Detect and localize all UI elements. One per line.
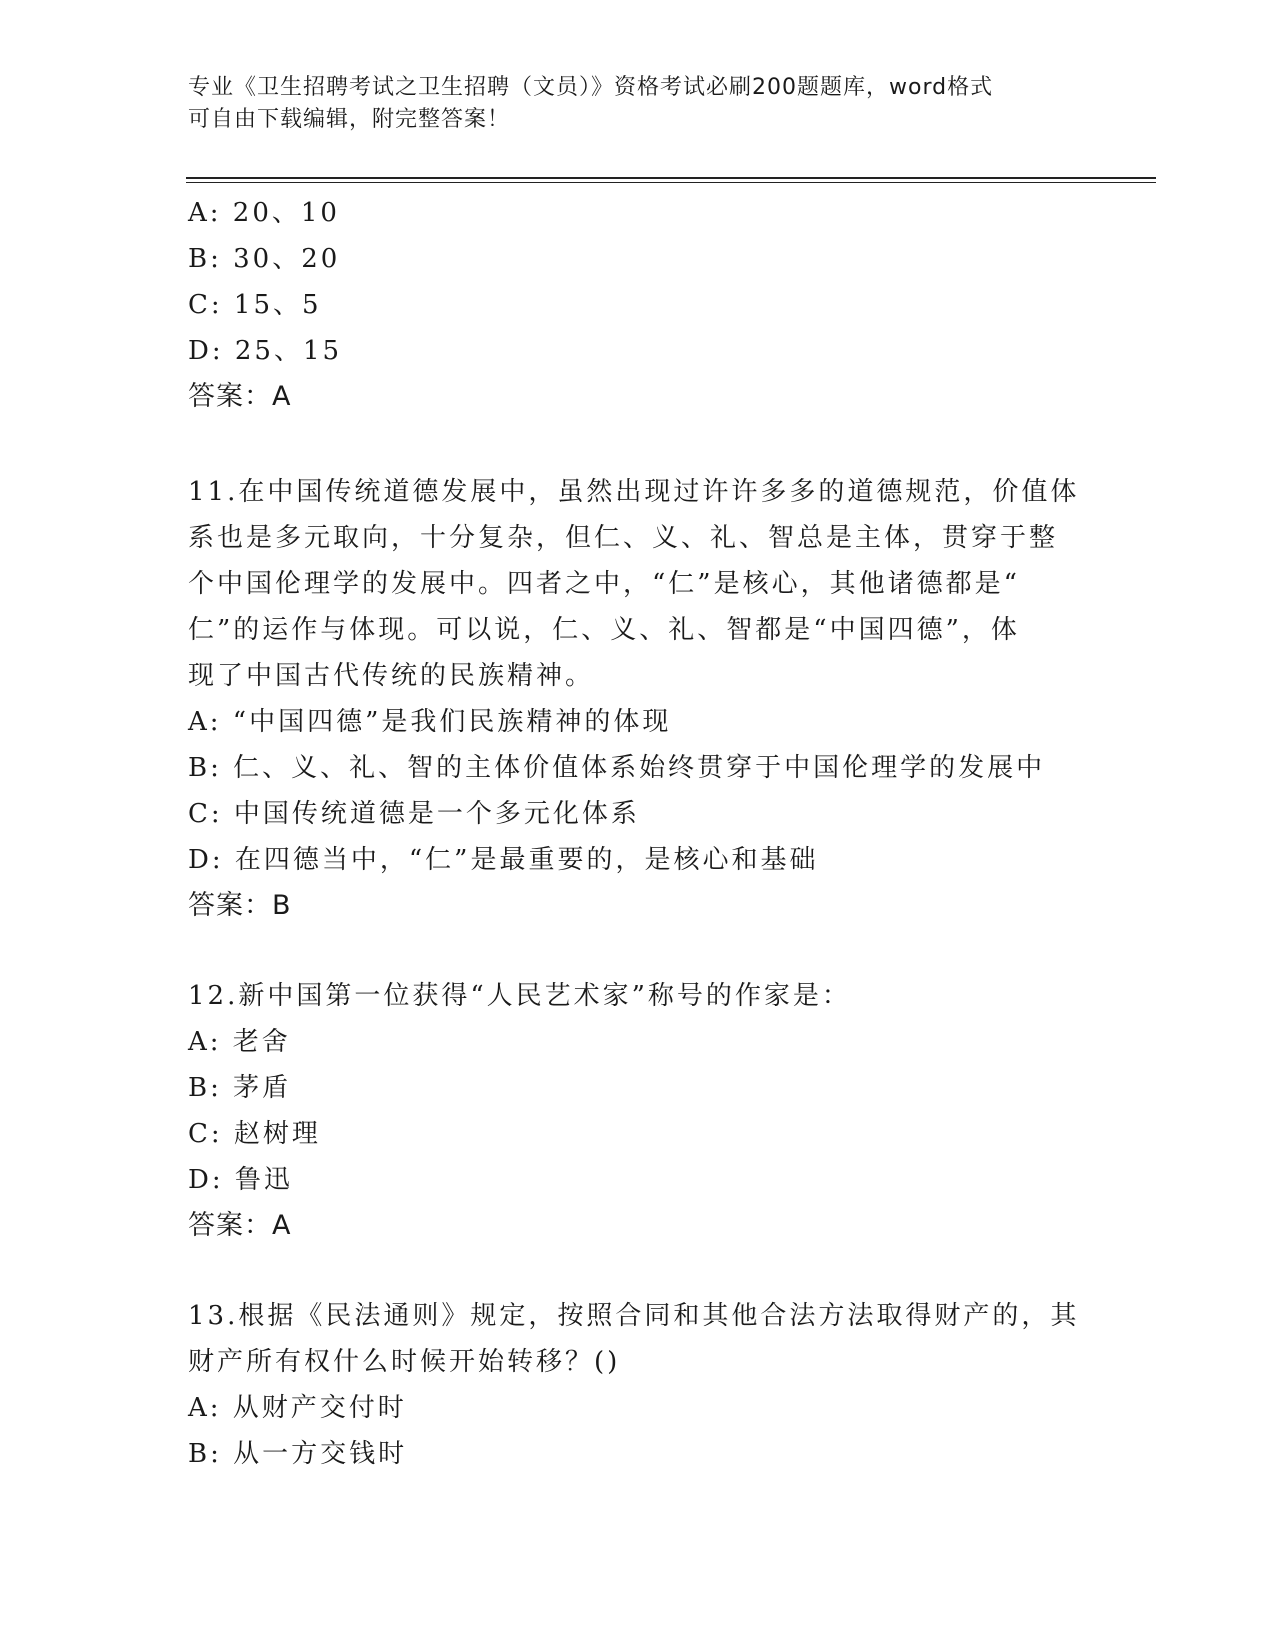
question-text-line: 现了中国古代传统的民族精神。 — [188, 661, 595, 691]
question-12 — [188, 973, 1088, 1249]
question-text-line: 系也是多元取向，十分复杂，但仁、义、礼、智总是主体，贯穿于整 — [188, 523, 1059, 553]
option-c: C: 中国传统道德是一个多元化体系 — [188, 799, 640, 829]
question-text-line: 个中国伦理学的发展中。四者之中，“仁”是核心，其他诸德都是“ — [188, 569, 1020, 599]
question-text-line: 13.根据《民法通则》规定，按照合同和其他合法方法取得财产的，其 — [188, 1301, 1080, 1331]
option-d: D: 鲁迅 — [188, 1165, 293, 1195]
option-c: C: 15、5 — [188, 290, 322, 320]
header-line-1: 专业《卫生招聘考试之卫生招聘（文员）》资格考试必刷200题题库，word格式 — [188, 75, 994, 100]
spacer — [188, 929, 1088, 973]
option-b: B: 仁、义、礼、智的主体价值体系始终贯穿于中国伦理学的发展中 — [188, 753, 1046, 783]
option-a: A: 老舍 — [188, 1027, 291, 1057]
question-text-line: 11.在中国传统道德发展中，虽然出现过许许多多的道德规范，价值体 — [188, 477, 1080, 507]
option-c: C: 赵树理 — [188, 1119, 321, 1149]
spacer — [188, 420, 1088, 469]
option-b: B: 从一方交钱时 — [188, 1439, 408, 1469]
option-d: D: 25、15 — [188, 336, 343, 366]
question-list — [188, 190, 1088, 1477]
option-d: D: 在四德当中，“仁”是最重要的，是核心和基础 — [188, 845, 819, 875]
answer: 答案：A — [188, 381, 292, 412]
question-text-line: 12.新中国第一位获得“人民艺术家”称号的作家是： — [188, 981, 851, 1011]
option-b: B: 30、20 — [188, 244, 341, 274]
question-13 — [188, 1293, 1088, 1477]
option-a: A: 从财产交付时 — [188, 1393, 407, 1423]
question-11 — [188, 469, 1088, 929]
answer: 答案：A — [188, 1210, 292, 1241]
header-rule-thick — [186, 177, 1156, 179]
document-header — [188, 72, 1088, 136]
option-a: A: “中国四德”是我们民族精神的体现 — [188, 707, 672, 737]
question-10 — [188, 190, 1088, 420]
spacer — [188, 1249, 1088, 1293]
header-line-2: 可自由下载编辑，附完整答案！ — [188, 107, 511, 132]
question-text-line: 仁”的运作与体现。可以说，仁、义、礼、智都是“中国四德”，体 — [188, 615, 1020, 645]
option-b: B: 茅盾 — [188, 1073, 292, 1103]
header-rule-thin — [186, 182, 1156, 183]
option-a: A: 20、10 — [188, 198, 340, 228]
answer: 答案：B — [188, 890, 292, 921]
question-text-line: 财产所有权什么时候开始转移？() — [188, 1347, 621, 1377]
